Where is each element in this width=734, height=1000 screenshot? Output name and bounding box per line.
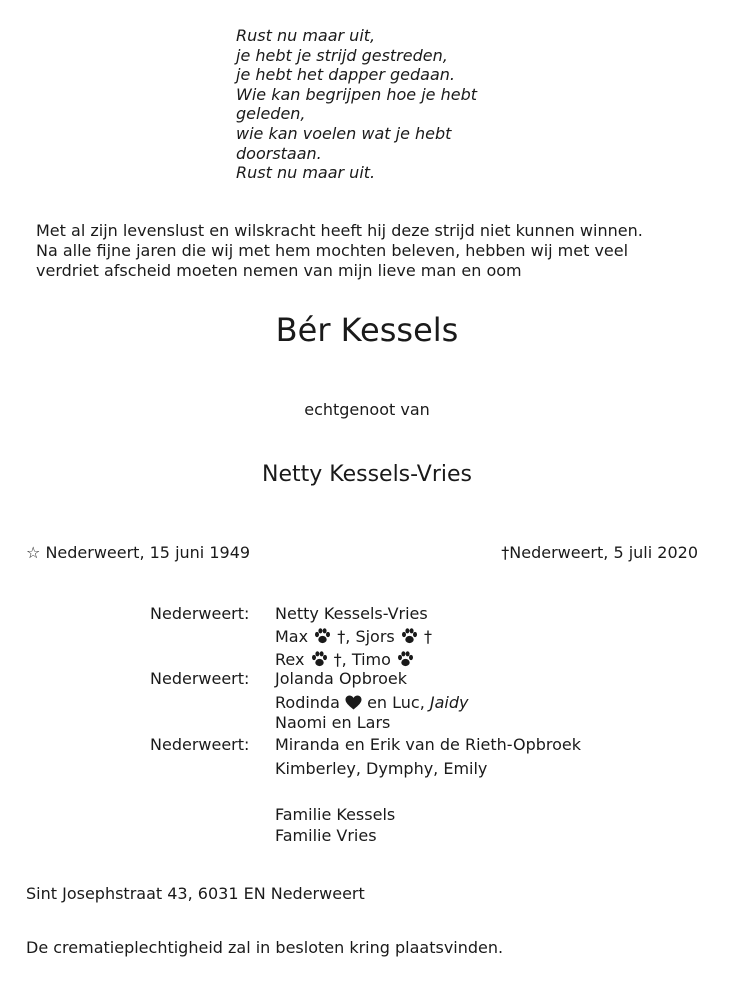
ceremony-note: De crematieplechtigheid zal in besloten kring plaatsvinden. [26, 938, 504, 957]
poem-line: Wie kan begrijpen hoe je hebt [236, 84, 477, 104]
cross-icon: † [423, 627, 432, 646]
paw-print-icon [397, 651, 414, 667]
pet-name: Max [275, 627, 309, 646]
address: Sint Josephstraat 43, 6031 EN Nederweert [26, 884, 365, 903]
family-member: Familie Kessels [275, 805, 396, 824]
family-member: Jolanda Opbroek [275, 669, 407, 688]
death-text: Nederweert, 5 juli 2020 [509, 543, 698, 562]
paw-print-icon [314, 628, 331, 644]
spouse-name: Netty Kessels-Vries [261, 462, 472, 487]
poem-line: je hebt het dapper gedaan. [236, 65, 455, 85]
poem-line: wie kan voelen wat je hebt [236, 123, 452, 143]
poem [236, 26, 477, 183]
heart-icon [345, 695, 362, 710]
cross-icon: † [333, 650, 342, 669]
intro-line: Na alle fijne jaren die wij met hem mochten beleven, hebben wij met veel [36, 241, 629, 260]
family-place: Nederweert: [150, 735, 250, 754]
birth-text: Nederweert, 15 juni 1949 [45, 543, 251, 562]
family-member: Naomi en Lars [275, 713, 391, 732]
person-name-italic: Jaidy [429, 693, 469, 712]
family-place: Nederweert: [150, 669, 250, 688]
pet-name: Timo [351, 650, 391, 669]
pet-name: Sjors [355, 627, 395, 646]
person-name: Rodinda [275, 693, 340, 712]
person-name: en Luc, [367, 693, 425, 712]
separator: , [345, 627, 351, 646]
intro-line: Met al zijn levenslust en wilskracht heeft hij deze strijd niet kunnen winnen. [36, 221, 643, 240]
poem-line: doorstaan. [236, 143, 322, 163]
poem-line: je hebt je strijd gestreden, [236, 45, 448, 65]
family-member: Familie Vries [275, 826, 377, 845]
poem-line: Rust nu maar uit, [236, 26, 376, 45]
family-member: Miranda en Erik van de Rieth-Opbroek [275, 735, 582, 754]
pets-line-2 [275, 650, 415, 670]
death-date [501, 543, 698, 563]
deceased-name: Bér Kessels [275, 311, 459, 349]
intro-line: verdriet afscheid moeten nemen van mijn lieve man en oom [36, 261, 522, 280]
family-member: Kimberley, Dymphy, Emily [275, 759, 488, 778]
poem-line: geleden, [236, 104, 306, 124]
intro-text [36, 221, 716, 281]
pets-line-1 [275, 627, 432, 647]
birth-date [26, 543, 250, 563]
family-place: Nederweert: [150, 604, 250, 623]
paw-print-icon [311, 651, 328, 667]
family-member: Netty Kessels-Vries [275, 604, 428, 623]
family-member [275, 693, 469, 713]
cross-icon: † [501, 543, 510, 562]
paw-print-icon [401, 628, 418, 644]
separator: , [341, 650, 347, 669]
star-icon: ☆ [26, 543, 41, 562]
cross-icon: † [337, 627, 346, 646]
poem-line: Rust nu maar uit. [236, 163, 376, 183]
pet-name: Rex [275, 650, 305, 669]
relation-text: echtgenoot van [304, 400, 430, 419]
